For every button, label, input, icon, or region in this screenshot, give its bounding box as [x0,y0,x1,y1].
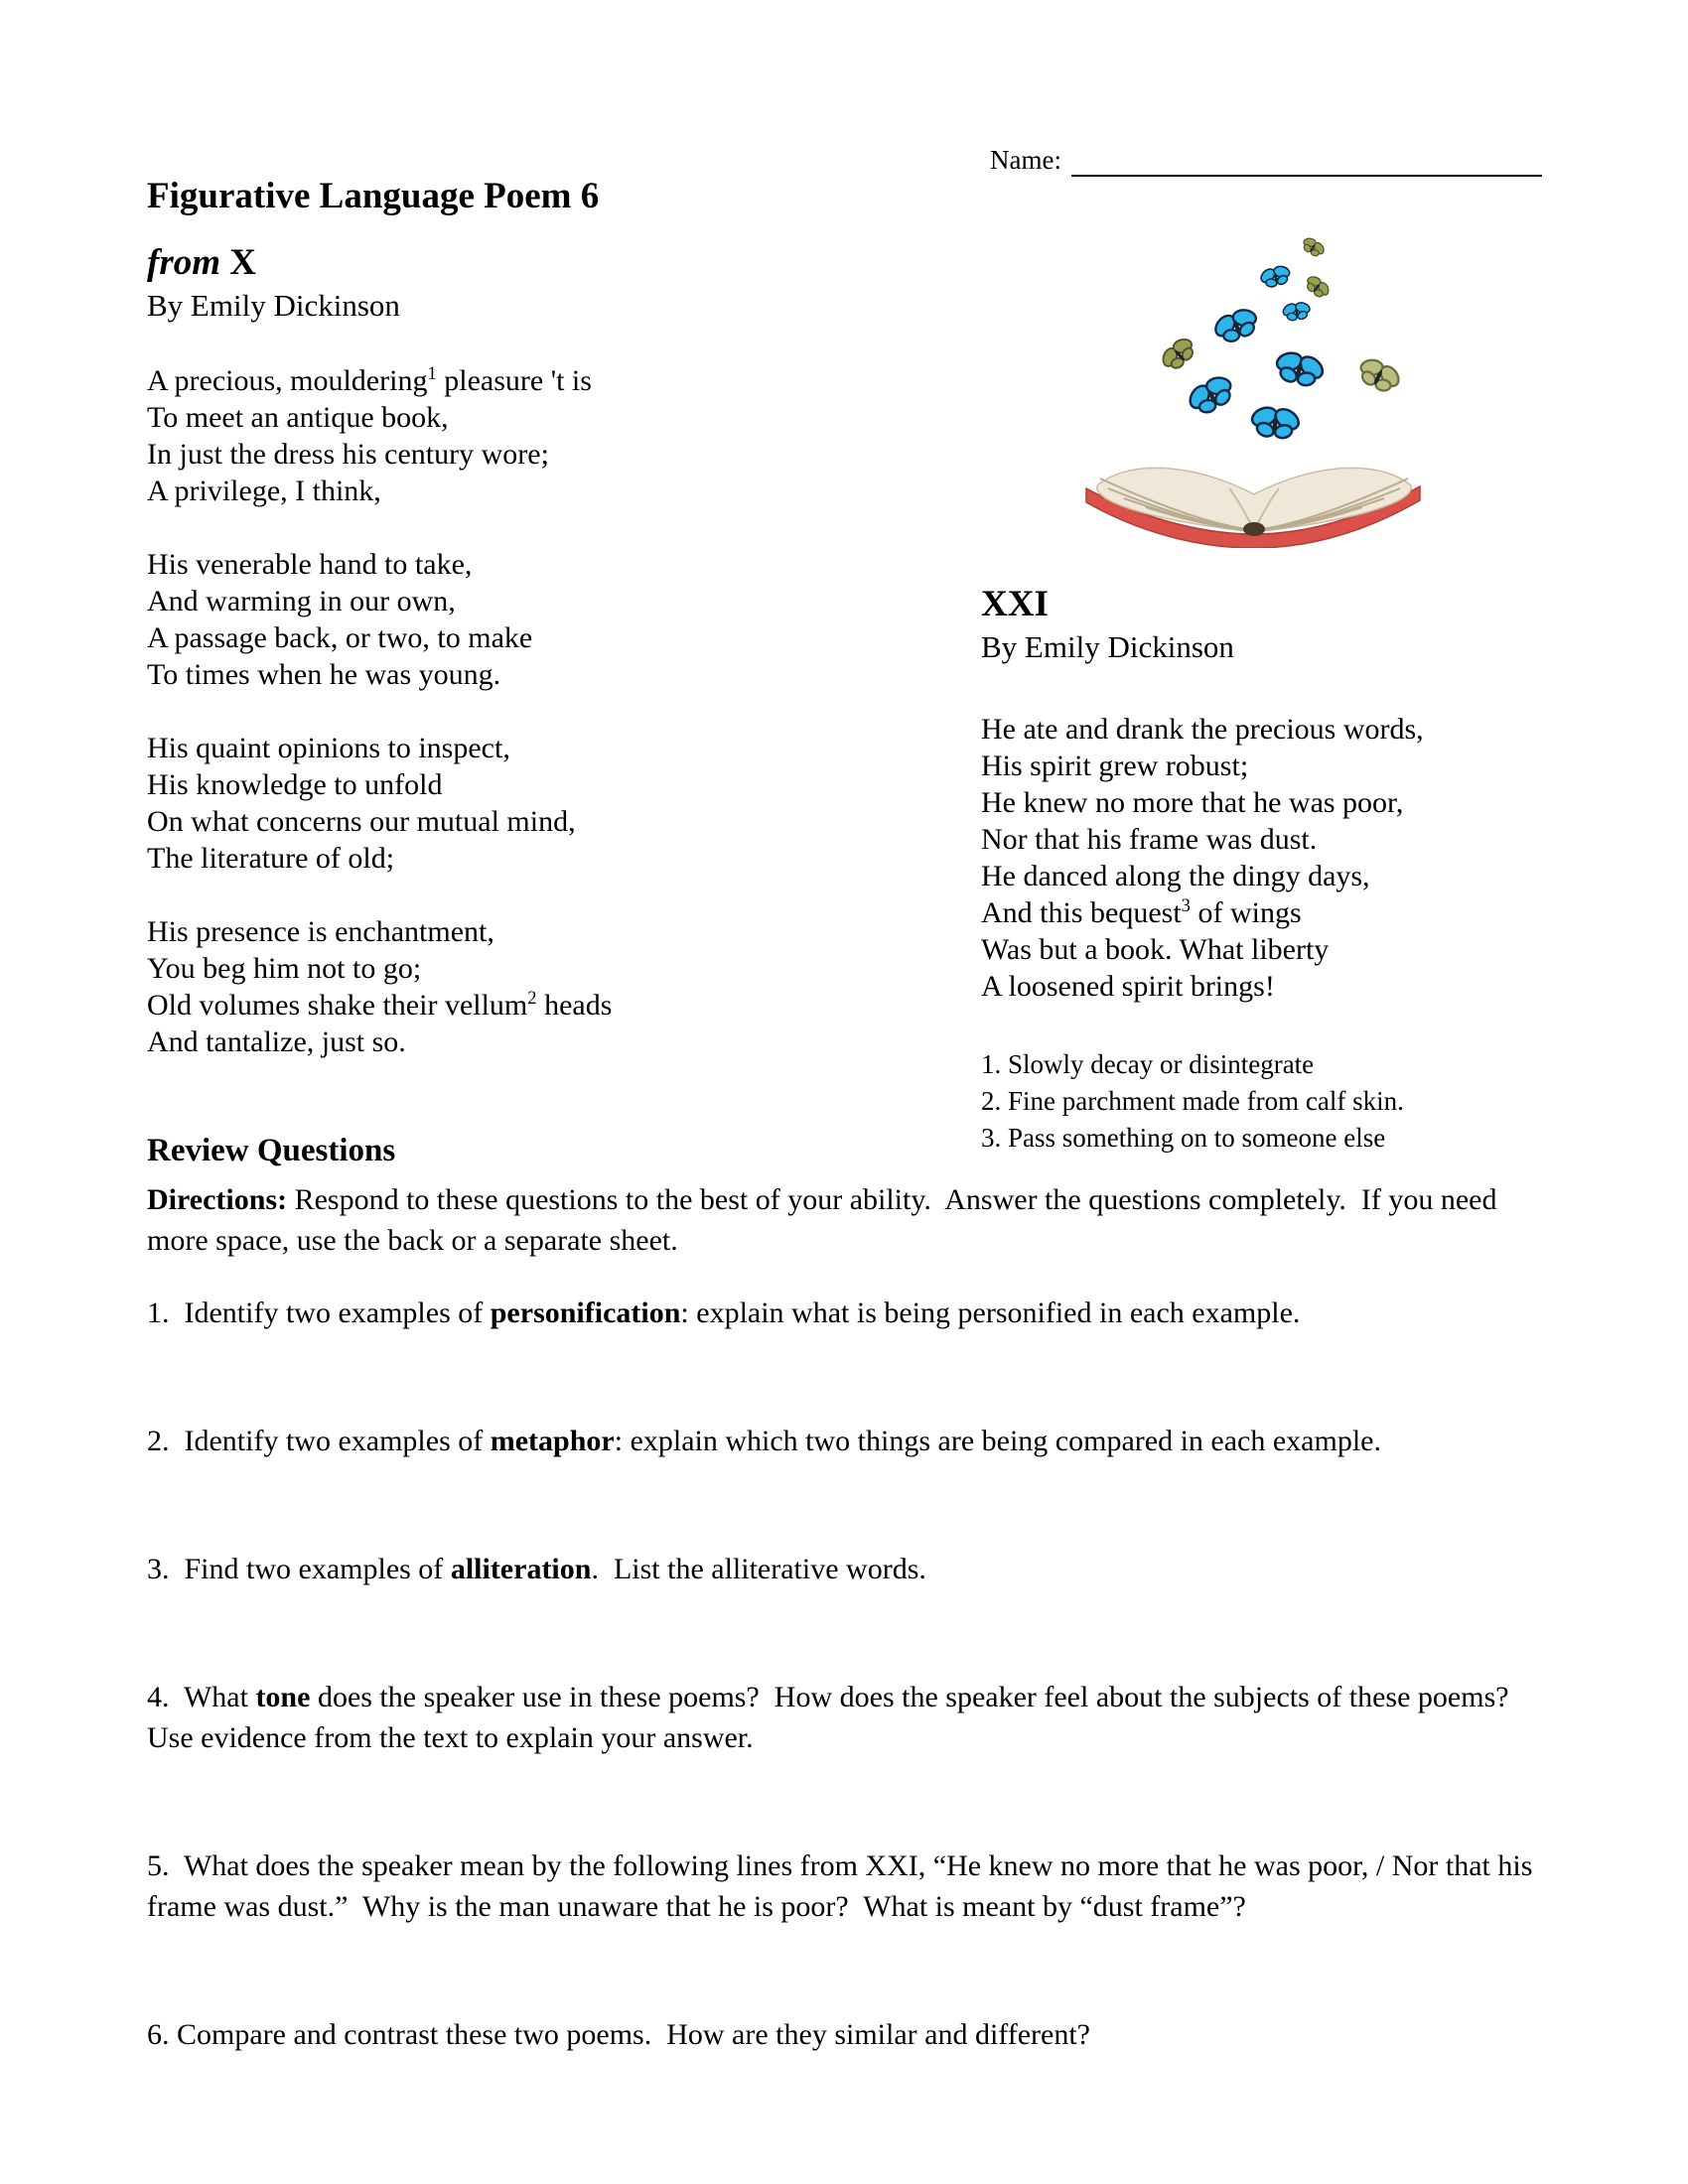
poem-line: You beg him not to go; [147,952,422,985]
poem-line: The literature of old; [147,842,395,875]
review-question: 5. What does the speaker mean by the following lines from XXI, “He knew no more that he was poor, / Nor that his frame was dust.” Why is the man unaware that he is poor? What is meant by “dust frame”? [147,1849,1540,1923]
poem-line: And tantalize, just so. [147,1025,406,1058]
poem-xxi-byline: By Emily Dickinson [981,629,1234,664]
poem-x-title-number: X [229,242,256,283]
poem-xxi-title: XXI [981,584,1049,624]
stanza [147,362,743,509]
footnote: 1. Slowly decay or disintegrate [981,1049,1315,1079]
poem-line: Was but a book. What liberty [981,933,1330,966]
poem-line: A privilege, I think, [147,475,381,507]
stanza [147,546,743,693]
review-question: 2. Identify two examples of metaphor: explain which two things are being compared in each example. [147,1425,1381,1457]
poem-line: To times when he was young. [147,658,501,691]
footnotes [981,1046,1404,1157]
stanza [981,711,1577,1005]
review-questions-list [147,1293,1569,2142]
poem-line: His spirit grew robust; [981,750,1249,782]
poem-line: His quaint opinions to inspect, [147,732,510,764]
poem-line: He ate and drank the precious words, [981,713,1424,746]
stanza [147,913,743,1060]
poem-line: On what concerns our mutual mind, [147,805,576,838]
footnote: 3. Pass something on to someone else [981,1123,1386,1153]
stanza [147,730,743,877]
poem-x-title-from: from [147,242,220,283]
butterflies [1155,233,1406,442]
directions: Directions: Respond to these questions to the best of your ability. Answer the questions completely. If you need more space, use the back or a separate sheet. [147,1183,1504,1257]
poem-line: A precious, mouldering$^1$ pleasure 't is [147,363,592,397]
book-butterflies-svg [1080,228,1428,548]
poem-from-x [147,240,743,1060]
poem-line: Old volumes shake their vellum$^2$ heads [147,988,613,1022]
poem-line: He knew no more that he was poor, [981,786,1404,819]
name-blank-line [1071,145,1542,177]
footnote: 2. Fine parchment made from calf skin. [981,1086,1404,1116]
poem-x-title [147,240,743,286]
open-book-butterflies-illustration [1080,228,1428,548]
review-question: 3. Find two examples of alliteration. List the alliterative words. [147,1553,926,1585]
page-title: Figurative Language Poem 6 [147,176,600,216]
poem-x-byline: By Emily Dickinson [147,288,400,323]
review-question: 6. Compare and contrast these two poems. How are they similar and different? [147,2018,1090,2051]
poem-line: His venerable hand to take, [147,548,473,581]
poem-line: In just the dress his century wore; [147,438,549,471]
review-questions-heading: Review Questions [147,1133,396,1168]
poem-line: His presence is enchantment, [147,915,494,948]
poem-line: His knowledge to unfold [147,768,443,801]
poem-line: A passage back, or two, to make [147,621,533,654]
poem-line: Nor that his frame was dust. [981,823,1318,856]
name-row [990,143,1542,177]
book-spine [1243,522,1265,536]
poem-xxi-stanzas [981,711,1577,1005]
poem-line: And warming in our own, [147,585,456,617]
poem-xxi [981,582,1577,1005]
poem-line: To meet an antique book, [147,401,449,434]
poem-x-stanzas [147,362,743,1060]
poem-line: He danced along the dingy days, [981,860,1370,892]
review-question: 4. What tone does the speaker use in these poems? How does the speaker feel about the subjects of these poems? Use evidence from the text to explain your answer. [147,1681,1524,1754]
name-label: Name: [990,145,1061,175]
review-question: 1. Identify two examples of personification: explain what is being personified in each example. [147,1297,1301,1329]
poem-line: A loosened spirit brings! [981,970,1275,1003]
poem-line: And this bequest$^3$ of wings [981,895,1302,929]
